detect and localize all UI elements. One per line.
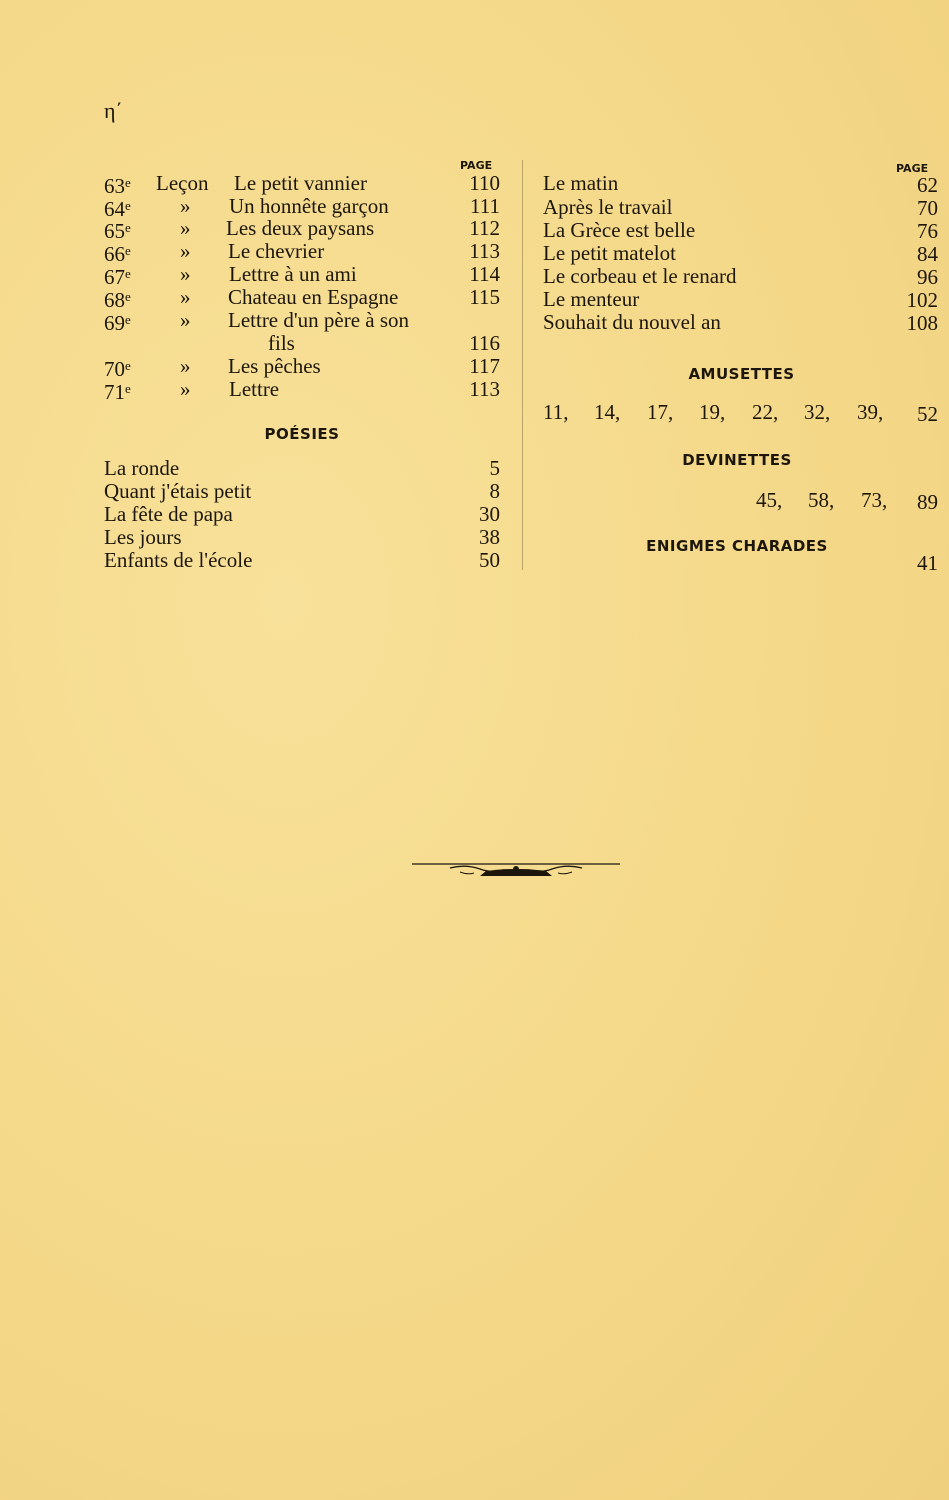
page-header-label-left: PAGE	[460, 159, 493, 172]
lesson-title: Lettre à un ami	[229, 262, 357, 286]
poem-title: La fête de papa	[104, 502, 233, 526]
poem-title: La Grèce est belle	[543, 218, 696, 242]
poem-title: Après le travail	[543, 195, 673, 219]
enigmes-page: 41	[917, 551, 938, 575]
lesson-number: 63e	[104, 174, 131, 198]
page-header-label-right: PAGE	[896, 162, 929, 175]
lesson-page: 111	[470, 194, 500, 218]
lesson-page: 113	[469, 239, 500, 263]
amusettes-page: 39,	[857, 400, 884, 424]
amusettes-page: 52	[917, 402, 938, 426]
poem-title: Enfants de l'école	[104, 548, 253, 572]
lesson-prefix: Leçon	[156, 171, 209, 195]
lesson-title: Lettre	[229, 377, 280, 401]
amusettes-page: 19,	[699, 400, 726, 424]
amusettes-page: 11,	[543, 400, 569, 424]
lesson-page: 110	[469, 171, 500, 195]
lesson-page: 117	[469, 354, 500, 378]
lesson-prefix: »	[180, 194, 191, 218]
amusettes-heading: AMUSETTES	[688, 365, 795, 383]
poem-page: 102	[906, 288, 938, 312]
lesson-title-continuation: fils	[268, 331, 295, 355]
poem-title: Le menteur	[543, 287, 640, 311]
lesson-page: 113	[469, 377, 500, 401]
amusettes-page: 22,	[752, 400, 779, 424]
poem-page: 62	[917, 173, 938, 197]
lesson-title: Les deux paysans	[226, 216, 375, 240]
lesson-number: 66e	[104, 242, 131, 266]
poem-page: 50	[479, 548, 500, 572]
lesson-page: 115	[469, 285, 500, 309]
lesson-prefix: »	[180, 354, 191, 378]
lesson-number: 64e	[104, 197, 131, 221]
lesson-number: 68e	[104, 288, 131, 312]
lesson-prefix: »	[180, 377, 191, 401]
poem-title: La ronde	[104, 456, 180, 480]
poem-title: Le corbeau et le renard	[543, 264, 737, 288]
devinettes-heading: DEVINETTES	[682, 451, 792, 469]
lesson-page: 112	[469, 216, 500, 240]
poem-title: Le matin	[543, 171, 619, 195]
poem-page: 96	[917, 265, 938, 289]
lesson-prefix: »	[180, 262, 191, 286]
poem-title: Quant j'étais petit	[104, 479, 252, 503]
poem-page: 70	[917, 196, 938, 220]
poem-page: 76	[917, 219, 938, 243]
poem-page: 38	[479, 525, 500, 549]
lesson-title: Un honnête garçon	[229, 194, 389, 218]
lesson-page: 116	[469, 331, 500, 355]
lesson-title: Le petit vannier	[234, 171, 367, 195]
column-divider	[522, 160, 523, 570]
lesson-number: 67e	[104, 265, 131, 289]
lesson-title: Les pêches	[228, 354, 321, 378]
poesies-heading: POÉSIES	[264, 425, 340, 443]
devinettes-page: 58,	[808, 488, 835, 512]
poem-page: 108	[906, 311, 938, 335]
lesson-number: 69e	[104, 311, 131, 335]
devinettes-page: 89	[917, 490, 938, 514]
enigmes-heading: ENIGMES CHARADES	[646, 537, 828, 555]
lesson-title: Le chevrier	[228, 239, 325, 263]
lesson-prefix: »	[180, 285, 191, 309]
poem-title: Le petit matelot	[543, 241, 676, 265]
lesson-number: 65e	[104, 219, 131, 243]
devinettes-page: 45,	[756, 488, 783, 512]
lesson-number: 70e	[104, 357, 131, 381]
poem-page: 5	[489, 456, 500, 480]
poem-page: 30	[479, 502, 500, 526]
poem-page: 8	[489, 479, 500, 503]
lesson-prefix: »	[180, 308, 191, 332]
poem-title: Souhait du nouvel an	[543, 310, 721, 334]
lesson-prefix: »	[180, 216, 191, 240]
lesson-prefix: »	[180, 239, 191, 263]
page-number: η΄	[104, 98, 123, 123]
lesson-title: Chateau en Espagne	[228, 285, 399, 309]
poem-page: 84	[917, 242, 938, 266]
poem-title: Les jours	[104, 525, 182, 549]
amusettes-page: 32,	[804, 400, 831, 424]
devinettes-page: 73,	[861, 488, 888, 512]
lesson-page: 114	[469, 262, 500, 286]
amusettes-page: 14,	[594, 400, 621, 424]
lesson-number: 71e	[104, 380, 131, 404]
lesson-title: Lettre d'un père à son	[228, 308, 410, 332]
amusettes-page: 17,	[647, 400, 674, 424]
ornament-divider	[410, 856, 622, 884]
